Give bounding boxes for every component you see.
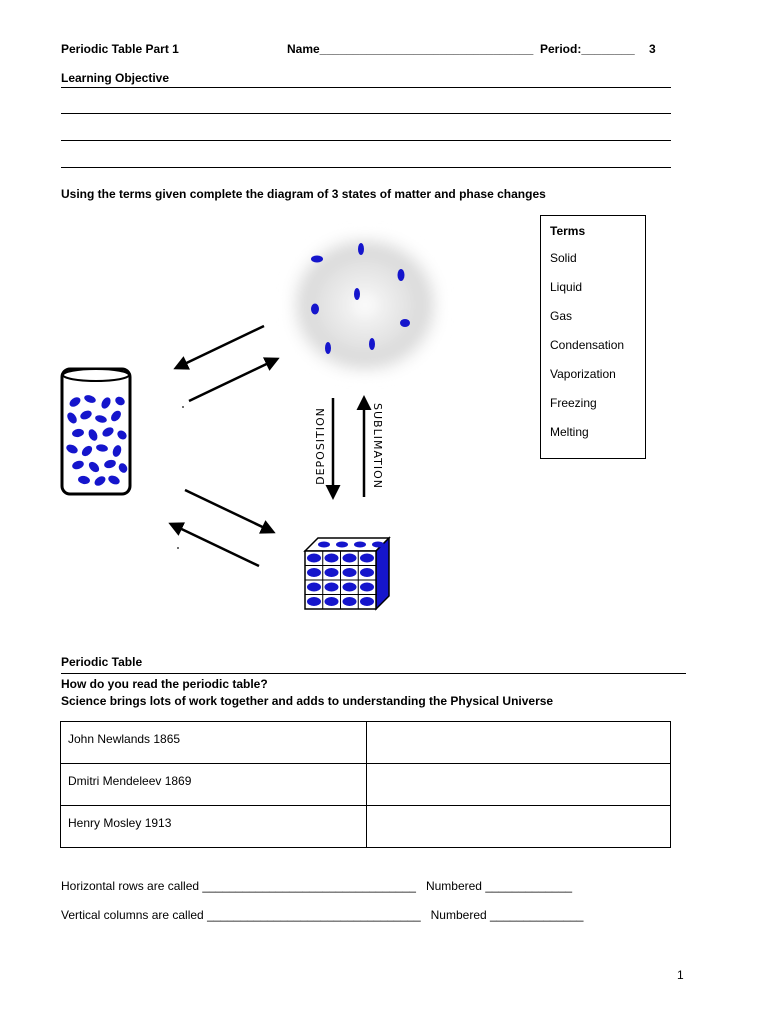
gas-particle	[354, 288, 360, 300]
term-freezing: Freezing	[550, 396, 597, 410]
period-field[interactable]: Period:________	[540, 42, 635, 56]
worksheet-title: Periodic Table Part 1	[61, 42, 179, 56]
arrow-liquid-to-solid	[185, 490, 273, 532]
periodic-statement: Science brings lots of work together and adds to understanding the Physical Universe	[61, 694, 554, 708]
table-row	[61, 806, 671, 848]
answer-cell-newlands[interactable]	[367, 722, 671, 764]
arrow-liquid-to-gas	[189, 359, 277, 401]
gas-particle	[311, 304, 319, 315]
scientist-mosley: Henry Mosley 1913	[61, 806, 367, 848]
solid-cube-illustration	[305, 538, 389, 609]
term-solid: Solid	[550, 251, 577, 265]
term-vaporization: Vaporization	[550, 367, 616, 381]
table-row	[61, 722, 671, 764]
speck	[177, 547, 179, 549]
period-value: 3	[649, 42, 656, 56]
diagram-instruction: Using the terms given complete the diagram of 3 states of matter and phase changes	[61, 187, 546, 201]
terms-box	[540, 215, 646, 459]
sublimation-label: SUBLIMATION	[371, 403, 384, 489]
term-melting: Melting	[550, 425, 589, 439]
term-condensation: Condensation	[550, 338, 625, 352]
gas-particle	[325, 342, 331, 354]
deposition-label: DEPOSITION	[314, 407, 327, 485]
answer-cell-mosley[interactable]	[367, 806, 671, 848]
arrow-gas-to-liquid	[176, 326, 264, 368]
table-row	[61, 764, 671, 806]
scientists-table	[60, 721, 671, 848]
page-number: 1	[677, 968, 684, 982]
periodic-question: How do you read the periodic table?	[61, 677, 268, 691]
horizontal-rows-question[interactable]: Horizontal rows are called ________________________________ Numbered _____________	[61, 879, 573, 893]
vertical-columns-question[interactable]: Vertical columns are called ________________________________ Numbered ______________	[61, 908, 584, 922]
term-gas: Gas	[550, 309, 573, 323]
scientist-newlands: John Newlands 1865	[61, 722, 367, 764]
gas-particles-illustration	[290, 235, 440, 375]
gas-particle	[400, 319, 410, 327]
speck	[182, 406, 184, 408]
beaker-rim	[63, 369, 129, 381]
name-field[interactable]: Name________________________________	[287, 42, 534, 56]
cube-side	[376, 538, 389, 609]
term-liquid: Liquid	[550, 280, 583, 294]
gas-particle	[398, 269, 405, 281]
periodic-table-heading: Periodic Table	[61, 655, 143, 669]
gas-particle	[311, 256, 323, 263]
section-divider	[61, 673, 686, 674]
arrow-solid-to-liquid	[171, 524, 259, 566]
gas-particle	[358, 243, 364, 255]
answer-cell-mendeleev[interactable]	[367, 764, 671, 806]
learning-objective-title: Learning Objective	[61, 71, 170, 85]
terms-title: Terms	[550, 224, 586, 238]
gas-particle	[369, 338, 375, 350]
scientist-mendeleev: Dmitri Mendeleev 1869	[61, 764, 367, 806]
liquid-beaker-illustration	[62, 369, 130, 494]
